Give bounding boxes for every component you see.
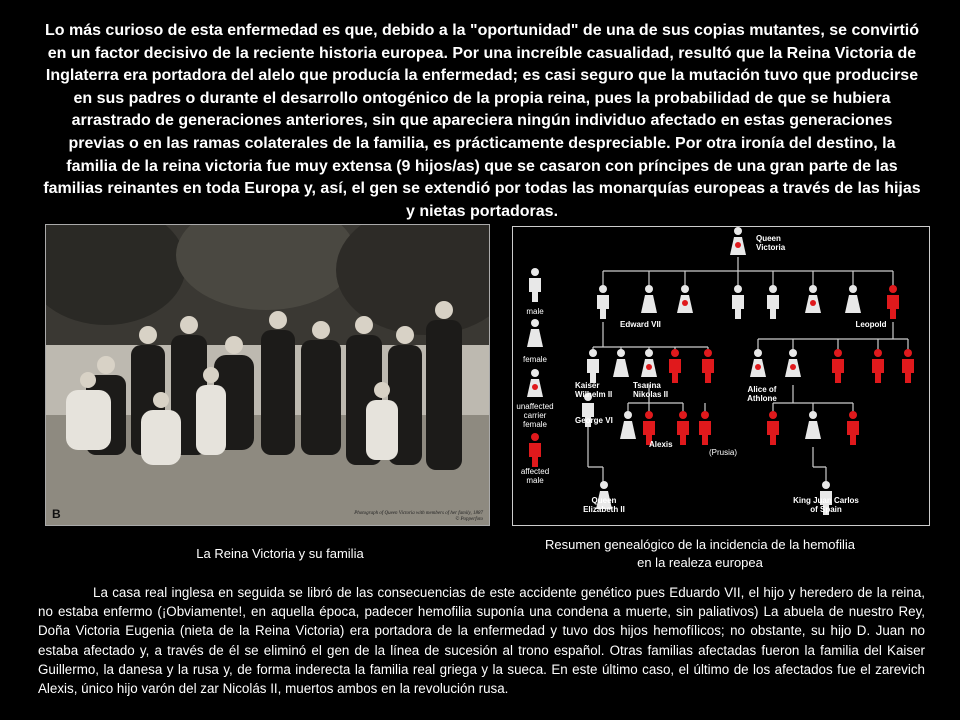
label-juan-carlos-2: of Spain (810, 505, 842, 514)
label-queen-1: Queen (756, 234, 781, 243)
figure-alice-athlone (750, 349, 766, 377)
legend-carrier-2: carrier (523, 411, 547, 420)
legend-figure-carrier (527, 369, 543, 397)
legend-figure-male (529, 268, 541, 302)
label-leopold: Leopold (855, 320, 887, 329)
label-alexis: Alexis (649, 440, 673, 449)
label-tsarina-2: Nikolas II (633, 390, 669, 399)
figure-gen3-f1 (620, 411, 636, 439)
figure-gen3-f2 (805, 411, 821, 439)
figure-tsarina (641, 349, 657, 377)
label-alice-1: Alice of (747, 385, 777, 394)
photo-panel-letter: B (52, 507, 61, 521)
figure-leopold (887, 285, 899, 319)
label-alice-2: Athlone (747, 394, 777, 403)
label-elizabeth-1: Queen (591, 496, 617, 505)
figure-queen-victoria (730, 227, 746, 255)
figure-gen2-a4 (872, 349, 884, 383)
body-paragraph: La casa real inglesa en seguida se libró de las consecuencias de este accidente genético pues Eduardo VII, el hijo y heredero de la reina, no estaba enfermo (¡Obviamente!, en aquella época, padecer hemofilia suponía una condena a muerte, sin paliativos) La abuela de nuestro Rey, Doña Victoria Eugenia (nieta de la Reina Victoria) era portadora de la enfermedad y tuvo dos hijos hemofílicos; no obstante, su hijo D. Juan no estaba afectado y, a través de él se eliminó el gen de la línea de sucesión al trono español. Otras familias afectadas fueron la familia del Kaiser Guillermo, la danesa y la rusa y, de forma inderecta la familia real griega y la sueca. En este último caso, el último de los afectados fue el zarevich Alexis, único hijo varón del zar Nicolás II, muertos ambos en la revolución rusa. (38, 585, 925, 697)
label-kaiser-2: Wilhelm II (575, 390, 613, 399)
legend-affected-1: affected (520, 467, 550, 476)
label-prusia: (Prusia) (709, 448, 738, 457)
legend-carrier-1: unaffected (516, 402, 554, 411)
figure-gen3-a1 (677, 411, 689, 445)
figure-son-3 (767, 285, 779, 319)
pedigree-diagram (513, 227, 929, 525)
hemophilia-pedigree-chart (512, 226, 930, 526)
label-juan-carlos-1: King Juan Carlos (793, 496, 859, 505)
figure-edward-vii (597, 285, 609, 319)
legend-figure-affected (529, 433, 541, 467)
figure-kaiser-wilhelm (587, 349, 599, 383)
figure-gen3-a4 (847, 411, 859, 445)
chart-caption: Resumen genealógico de la incidencia de la hemofilia en la realeza europea (544, 537, 856, 570)
label-george: George VI (575, 416, 613, 425)
label-kaiser-1: Kaiser (575, 381, 600, 390)
figure-beatrice (805, 285, 821, 313)
figure-alice (677, 285, 693, 313)
figure-gen2-f1 (613, 349, 629, 377)
label-edward: Edward VII (620, 320, 661, 329)
pedigree-lines (588, 257, 908, 483)
family-photograph (45, 224, 490, 526)
legend-female: female (522, 355, 548, 364)
legend-male: male (526, 307, 544, 316)
label-elizabeth-2: Elizabeth II (583, 505, 625, 514)
figure-daughter-4 (845, 285, 861, 313)
figure-gen2-a1 (669, 349, 681, 383)
label-queen-2: Victoria (756, 243, 786, 252)
figure-gen2-c2 (785, 349, 801, 377)
legend-affected-2: male (526, 476, 544, 485)
intro-paragraph: Lo más curioso de esta enfermedad es que, debido a la "oportunidad" de una de sus copias mutantes, se convirtió en un factor decisivo de la reciente historia europea. Por una increíble casualidad, resultó que la Reina Victoria de Inglaterra era portadora del alelo que producía la enfermedad; es casi seguro que la mutación tuvo que producirse en sus padres o durante el desarrollo ontogénico de la propia reina, pues la probabilidad de que se hubiera arrastrado de generaciones anteriores, sin que apareciera ningún individuo afectado en estas generaciones previas o en las ramas colaterales de la familia, es prácticamente despreciable. Por otra ironía del destino, la familia de la reina victoria fue muy extensa (9 hijos/as) que se casaron con príncipes de una gran parte de las familias reinantes en toda Europa y, así, el gen se extendió por todas las monarquías europeas a través de las hijas y nietas portadoras. (43, 22, 921, 220)
figure-gen2-a3 (832, 349, 844, 383)
legend-figure-female (527, 319, 543, 347)
pedigree-people (527, 227, 914, 515)
label-tsarina-1: Tsarina (633, 381, 661, 390)
figure-gen2-a2 (702, 349, 714, 383)
figure-daughter-1 (641, 285, 657, 313)
photo-illustration (46, 225, 489, 525)
photo-credit: Photograph of Queen Victoria with members of her family, 1887 © Popperfoto (354, 511, 483, 522)
legend-carrier-3: female (522, 420, 548, 429)
figure-gen2-a5 (902, 349, 914, 383)
figure-gen3-a3 (767, 411, 779, 445)
photo-caption: La Reina Victoria y su familia (196, 546, 364, 561)
figure-gen3-a2 (699, 411, 711, 445)
figure-son-2 (732, 285, 744, 319)
